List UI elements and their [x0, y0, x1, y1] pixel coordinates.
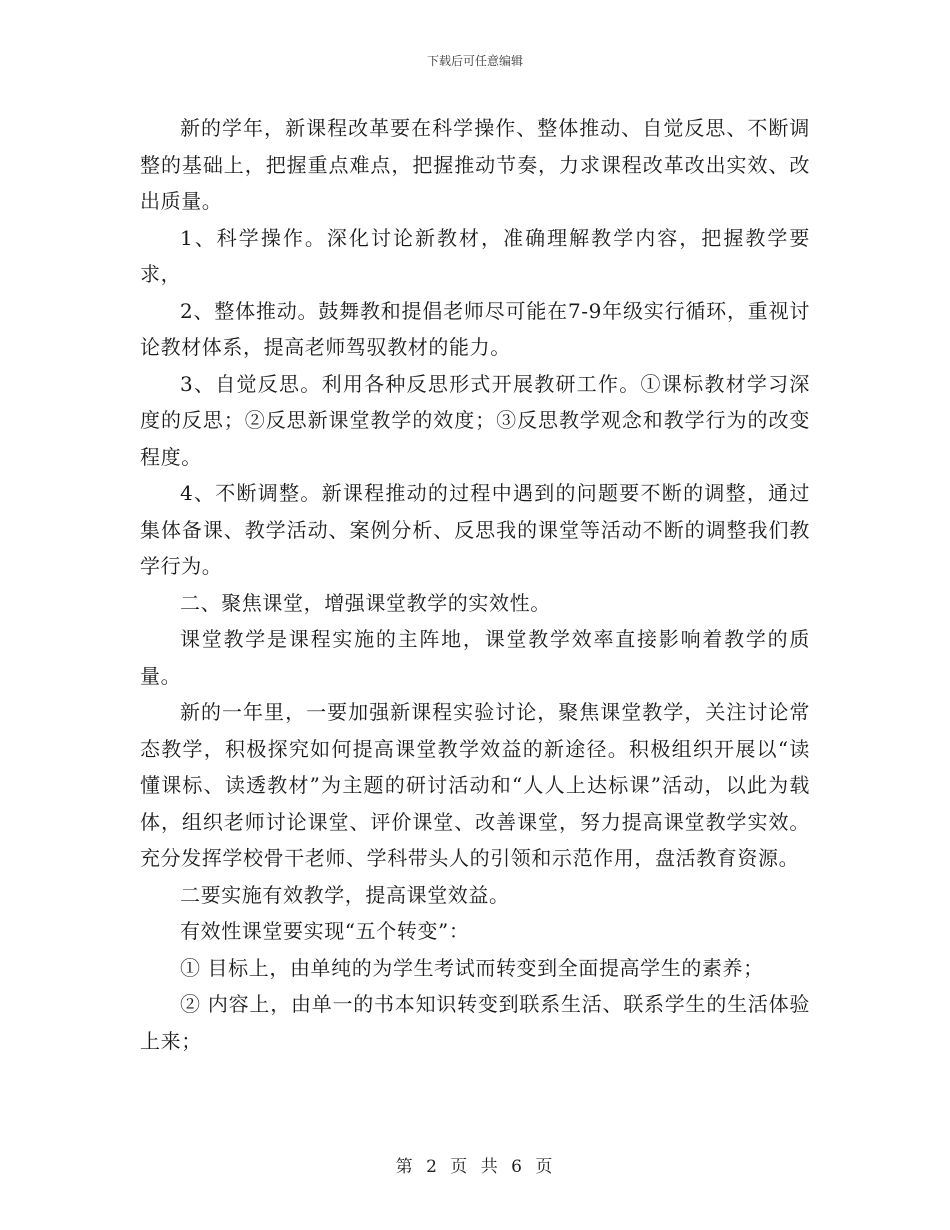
paragraph: 新的一年里，一要加强新课程实验讨论，聚焦课堂教学，关注讨论常态教学，积极探究如何提高课堂教学效益的新途径。积极组织开展以“读懂课标、读透教材”为主题的研讨活动和“人人上达标课”活动，以此为载体，组织老师讨论课堂、评价课堂、改善课堂，努力提高课堂教学实效。充分发挥学校骨干老师、学科带头人的引领和示范作用，盘活教育资源。: [140, 700, 810, 870]
paragraph: 2、整体推动。鼓舞教和提倡老师尽可能在7-9年级实行循环，重视讨论教材体系，提高老师驾驭教材的能力。: [140, 298, 810, 359]
paragraph: 1、科学操作。深化讨论新教材，准确理解教学内容，把握教学要求，: [140, 225, 810, 286]
document-body: [140, 110, 810, 1059]
paragraph: 二要实施有效教学，提高课堂效益。: [180, 882, 510, 907]
paragraph: 有效性课堂要实现“五个转变”：: [180, 919, 470, 943]
paragraph: 新的学年，新课程改革要在科学操作、整体推动、自觉反思、不断调整的基础上，把握重点难点，把握推动节奏，力求课程改革改出实效、改出质量。: [140, 116, 810, 213]
paragraph: 4、不断调整。新课程推动的过程中遇到的问题要不断的调整，通过集体备课、教学活动、案例分析、反思我的课堂等活动不断的调整我们教学行为。: [140, 481, 810, 578]
page-number: 第 2 页 共 6 页: [395, 1157, 555, 1177]
section-heading: 二、聚焦课堂，增强课堂教学的实效性。: [180, 590, 551, 615]
paragraph: 课堂教学是课程实施的主阵地，课堂教学效率直接影响着教学的质量。: [140, 627, 810, 688]
list-item: ② 内容上，由单一的书本知识转变到联系生活、联系学生的生活体验上来；: [140, 992, 810, 1053]
list-item: ① 目标上，由单纯的为学生考试而转变到全面提高学生的素养；: [180, 955, 764, 980]
page-header: 下载后可任意编辑: [426, 54, 523, 68]
paragraph: 3、自觉反思。利用各种反思形式开展教研工作。①课标教材学习深度的反思；②反思新课堂教学的效度；③反思教学观念和教学行为的改变程度。: [140, 371, 810, 469]
